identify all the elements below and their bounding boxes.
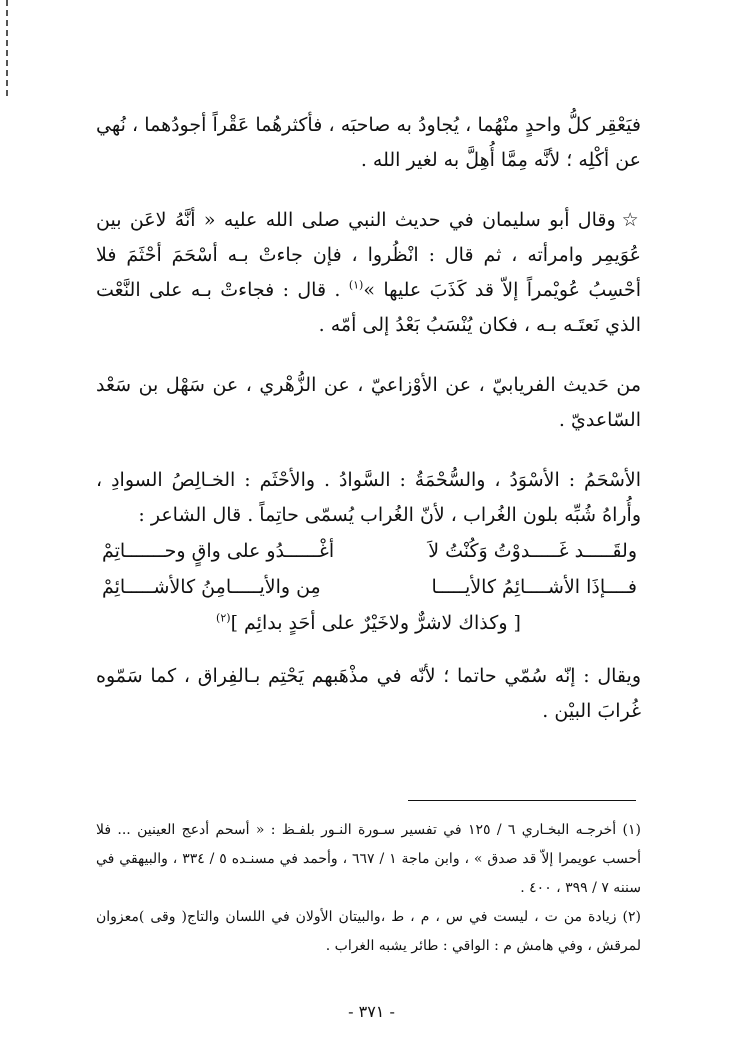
star-icon: ☆ — [621, 209, 641, 231]
verse-3-text: [ وكذاك لاشرٌّ ولاخَيْرٌ على أحَدٍ بدائِم ] — [230, 612, 521, 634]
footnotes — [96, 816, 641, 961]
verse-1-second-hemistich: أغْــــــدُو على واقٍ وحـــــــاتِمْ — [102, 540, 335, 562]
verse-line-1 — [96, 533, 641, 569]
verse-2-first-hemistich: فــــإذَا الأشــــائِمُ كالأيـــــا — [431, 576, 637, 598]
main-text — [96, 108, 641, 729]
scan-margin-rule — [6, 0, 8, 96]
paragraph-2-text: وقال أبو سليمان في حديث النبي صلى الله عليه « أنَّهُ لاعَن بين عُوَيمِر وامرأته ، ثم قال : انْظُروا ، فإن جاءتْ بـه أسْحَمَ أحْثَمَ فلا أحْسِبُ عُويْمراً إلاّ قد كَذَبَ عليها » — [96, 209, 641, 301]
paragraph-1: فيَعْقِر كلُّ واحدٍ منْهُما ، يُجاودُ به صاحبَه ، فأكثرهُما عَقْراً أجودُهما ، نُهي عن أكْلِه ؛ لأنَّه مِمَّا أُهِلَّ به لغير الله . — [96, 114, 641, 171]
paragraph-2 — [96, 203, 641, 343]
page-number: - ٣٧١ - — [348, 1002, 395, 1021]
verse-2-second-hemistich: مِن والأيـــــامِنُ كالأشـــــائِمْ — [102, 576, 321, 598]
paragraph-4: الأسْحَمُ : الأسْوَدُ ، والسُّحْمَةُ : السَّوادُ . والأحْثَم : الخـالِصُ السوادِ ، وأُراهُ شُبِّه بلون الغُراب ، لأنّ الغُراب يُسمّى حاتِماً . قال الشاعر : — [96, 469, 641, 526]
paragraph-5: ويقال : إنّه سُمّي حاتما ؛ لأنّه في مذْهَبهم يَحْتِم بـالفِراق ، كما سَمّوه غُرابَ البيْن . — [96, 665, 641, 722]
footnote-ref-1[interactable]: (١) — [348, 278, 364, 292]
footnote-ref-2[interactable]: (٢) — [216, 611, 231, 625]
footnote-divider — [408, 800, 636, 801]
footnote-2: (٢) زيادة من ت ، ليست في س ، م ، ط ،والبيتان الأولان في اللسان والتاج( وقى )معزوان لمرقش ، وفي هامش م : الواقي : طائر يشبه الغراب . — [96, 909, 641, 954]
verse-line-2 — [96, 569, 641, 605]
paragraph-3: من حَديث الفريابيّ ، عن الأوْزاعيّ ، عن الزُّهْري ، عن سَهْل بن سَعْد السّاعديّ . — [96, 374, 641, 431]
paragraph-2-tail: . قال : فجاءتْ بـه على النَّعْت الذي نَعتَـه بـه ، فكان يُنْسَبُ بَعْدُ إلى أمّه . — [96, 279, 641, 336]
footnote-1: (١) أخرجـه البخـاري ٦ / ١٢٥ في تفسير سـورة النـور بلفـظ : « أسحم أدعج العينين ... فلا أحسب عويمرا إلاّ قد صدق » ، وابن ماجة ١ / ٦٦٧ ، وأحمد في مسنـده ٥ / ٣٣٤ ، والبيهقي في سننه ٧ / ٣٩٩ ، ٤٠٠ . — [96, 822, 642, 896]
verse-1-first-hemistich: ولقَـــــد غَـــــدوْتُ وَكُنْتُ لاَ — [428, 540, 637, 562]
verse-line-3 — [96, 605, 641, 641]
